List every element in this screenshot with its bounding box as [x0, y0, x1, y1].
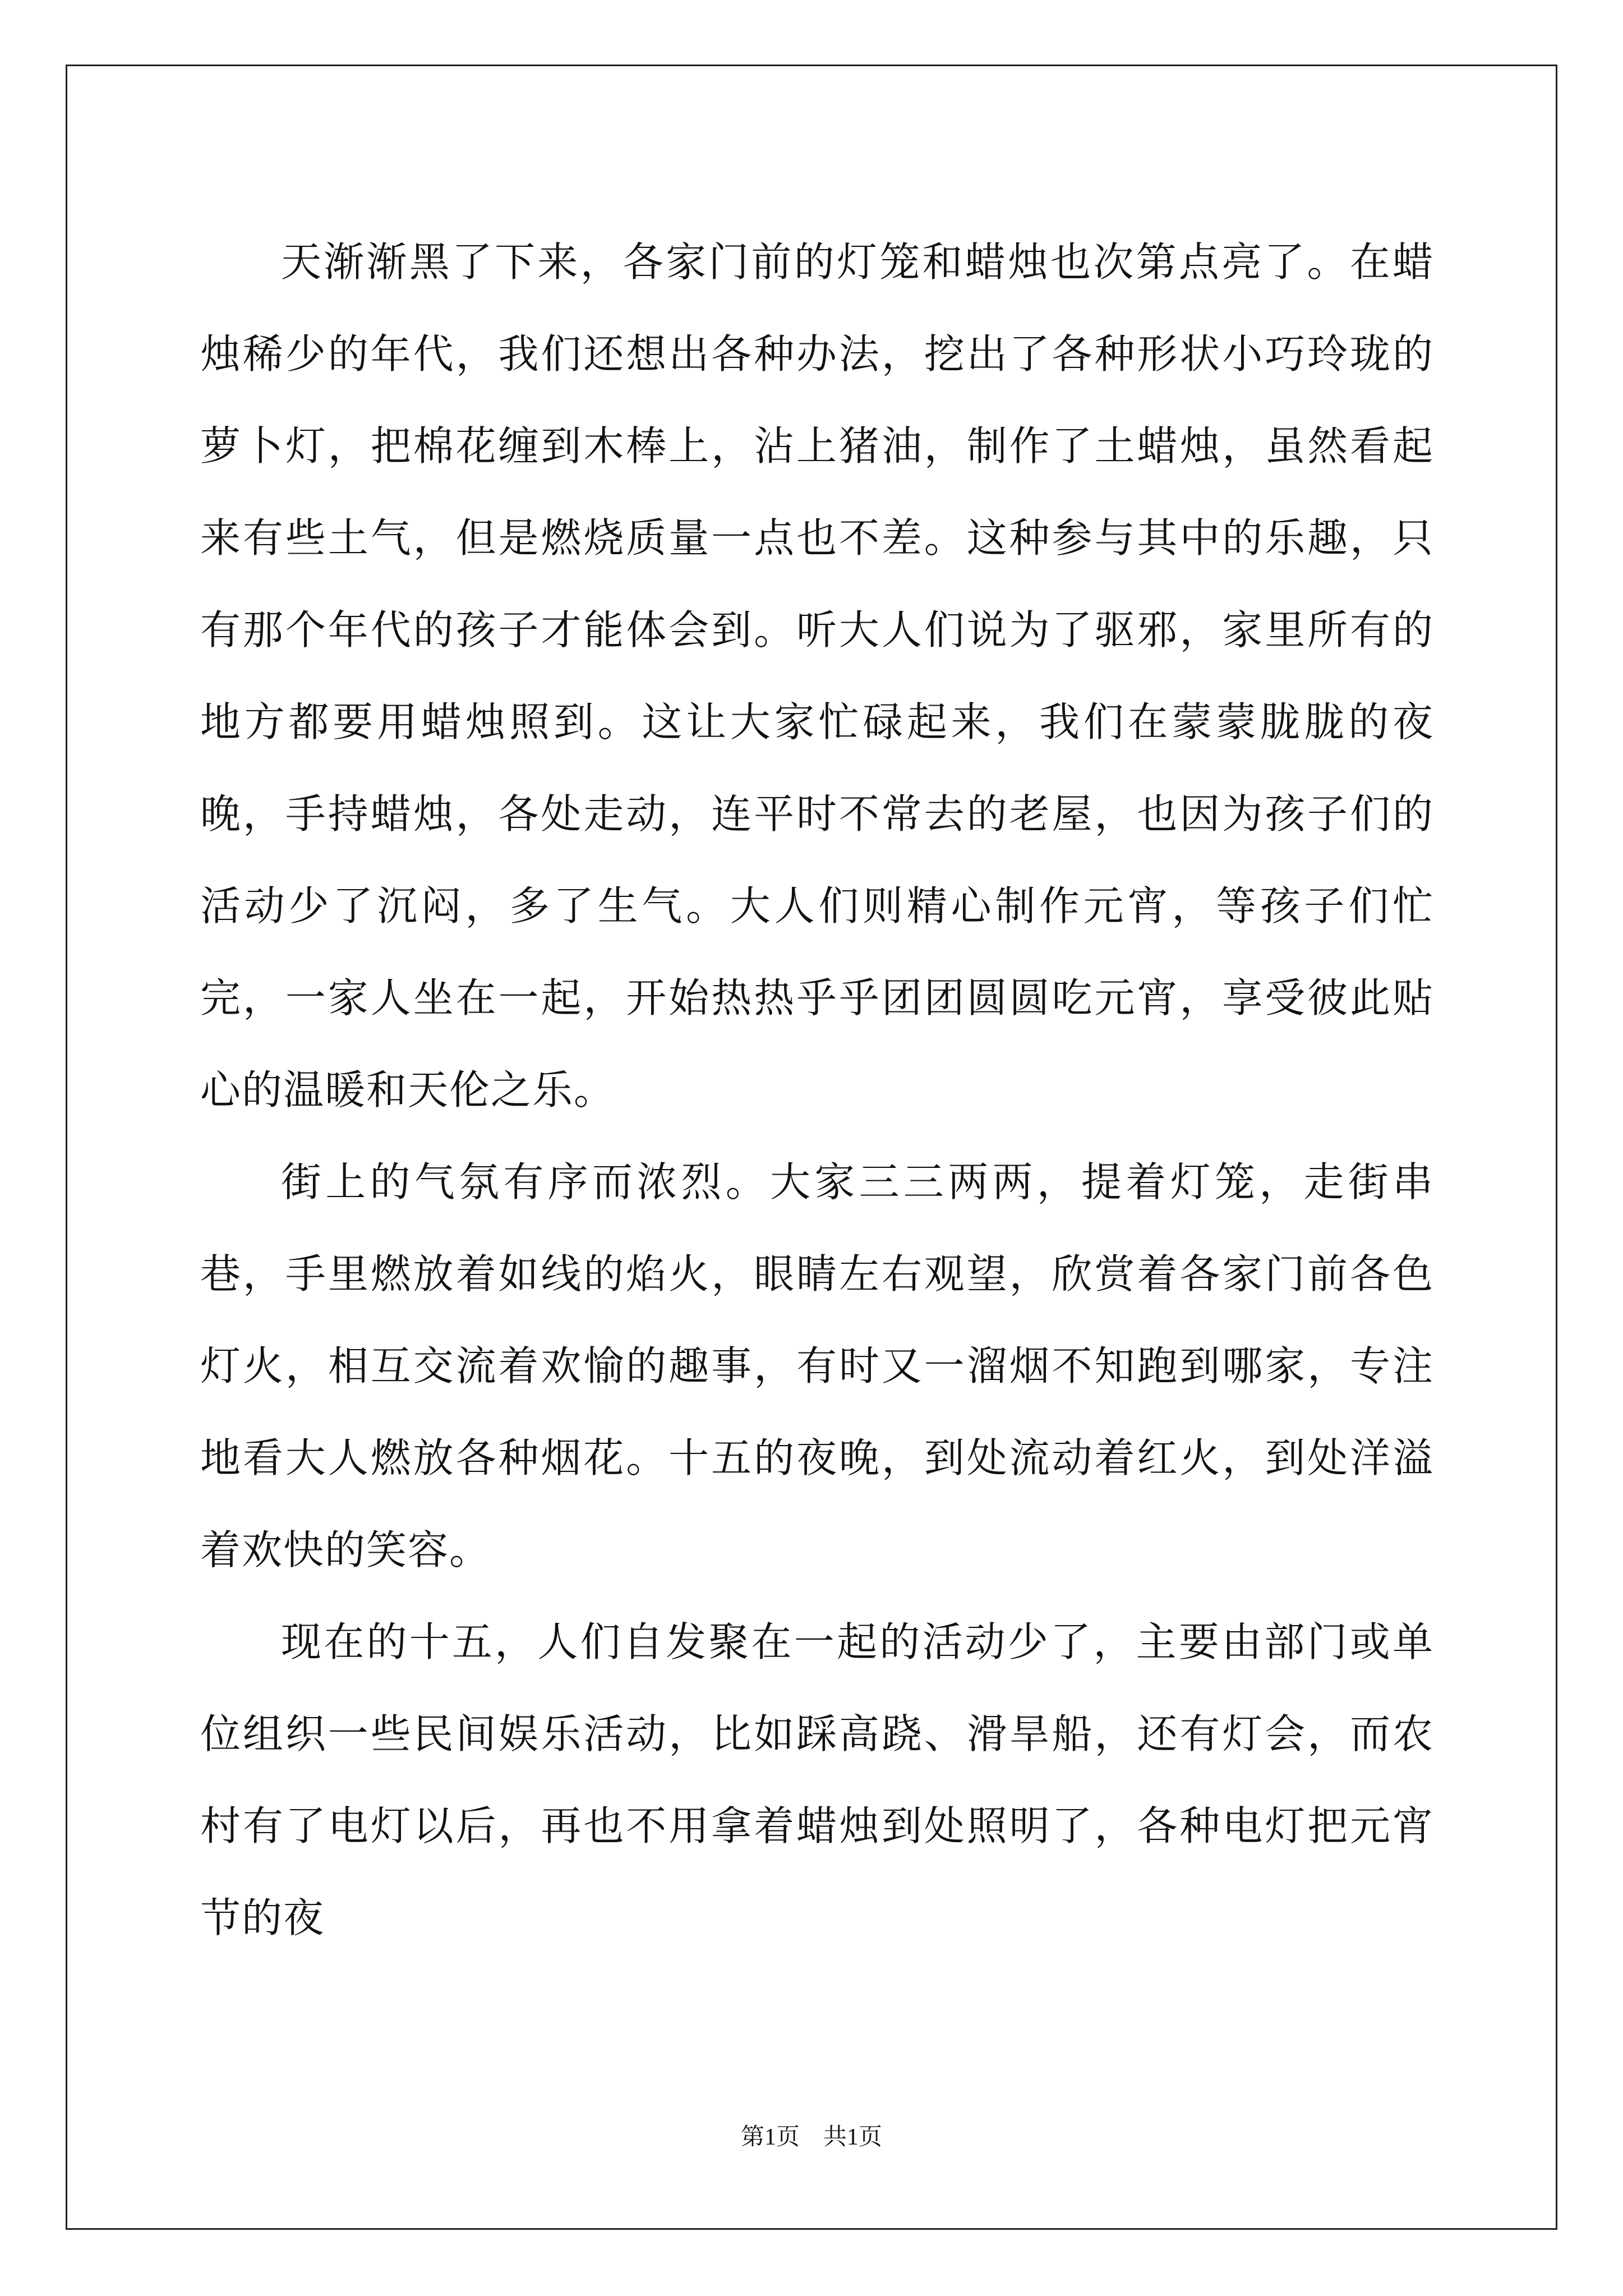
paragraph-3: 现在的十五，人们自发聚在一起的活动少了，主要由部门或单位组织一些民间娱乐活动，比如踩高跷、滑旱船，还有灯会，而农村有了电灯以后，再也不用拿着蜡烛到处照明了，各种电灯把元宵节的夜: [200, 1618, 1434, 1941]
page-number-footer: 第1页 共1页: [740, 2124, 882, 2150]
paragraph-1: 天渐渐黑了下来，各家门前的灯笼和蜡烛也次第点亮了。在蜡烛稀少的年代，我们还想出各种办法，挖出了各种形状小巧玲珑的萝卜灯，把棉花缠到木棒上，沾上猪油，制作了土蜡烛，虽然看起来有些土气，但是燃烧质量一点也不差。这种参与其中的乐趣，只有那个年代的孩子才能体会到。听大人们说为了驱邪，家里所有的地方都要用蜡烛照到。这让大家忙碌起来，我们在蒙蒙胧胧的夜晚，手持蜡烛，各处走动，连平时不常去的老屋，也因为孩子们的活动少了沉闷，多了生气。大人们则精心制作元宵，等孩子们忙完，一家人坐在一起，开始热热乎乎团团圆圆吃元宵，享受彼此贴心的温暖和天伦之乐。: [200, 238, 1434, 1114]
paragraph-2: 街上的气氛有序而浓烈。大家三三两两，提着灯笼，走街串巷，手里燃放着如线的焰火，眼睛左右观望，欣赏着各家门前各色灯火，相互交流着欢愉的趣事，有时又一溜烟不知跑到哪家，专注地看大人燃放各种烟花。十五的夜晚，到处流动着红火，到处洋溢着欢快的笑容。: [200, 1158, 1434, 1573]
document-body: [200, 216, 1434, 1964]
